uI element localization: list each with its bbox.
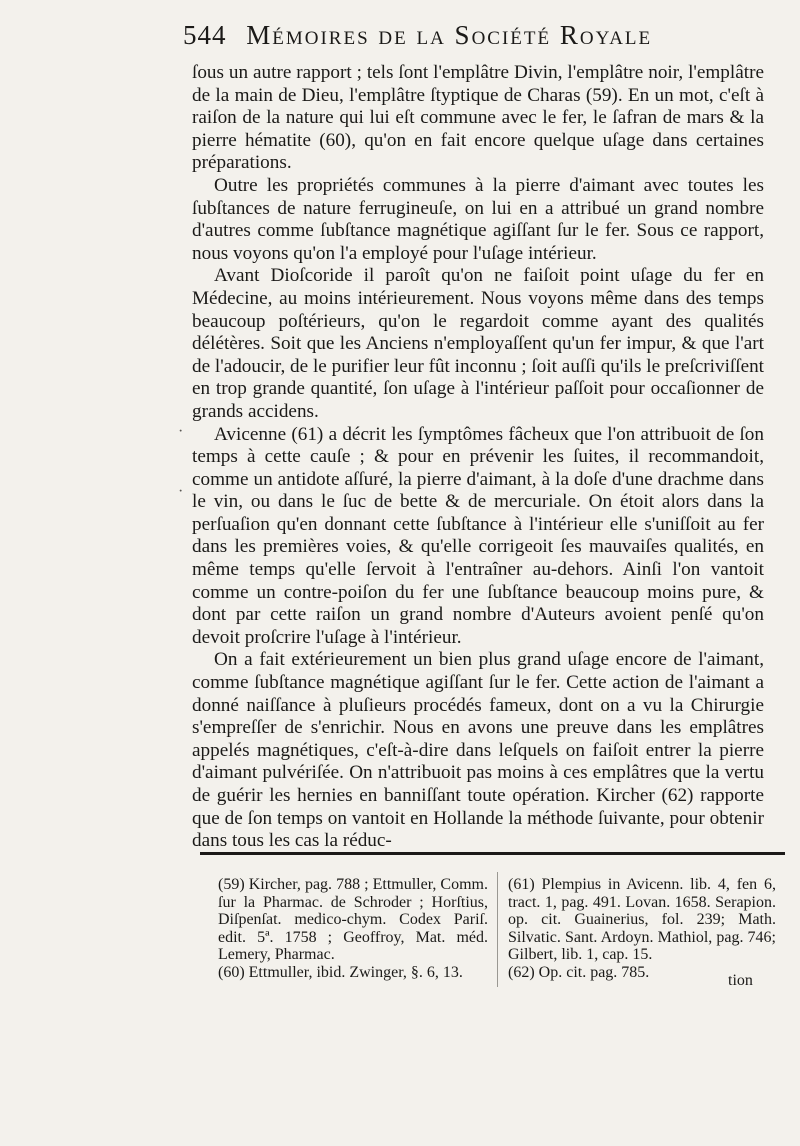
paragraph: ſous un autre rapport ; tels ſont l'emplâtre Divin, l'emplâtre noir, l'emplâtre de la main de Dieu, l'emplâtre ſtyptique de Charas (59). En un mot, c'eſt à raiſon de la nature qui lui eſt commune avec le fer, le ſafran de mars & la pierre hématite (60), qu'on en fait encore quelque uſage dans certaines préparations. [192,62,764,174]
body-text [192,62,764,853]
page-number: 544 [183,20,227,50]
paragraph: Avicenne (61) a décrit les ſymptômes fâcheux que l'on attribuoit de ſon temps à cette cauſe ; & pour en prévenir les ſuites, il recommandoit, comme un antidote aſſuré, la pierre d'aimant, à la doſe d'une drachme dans le vin, ou dans le ſuc de bette & de mercuriale. On étoit alors dans la perſuaſion qu'en donnant cette ſubſtance à l'intérieur elle s'uniſſoit au fer dans les premières voies, & qu'elle corrigeoit ſes mauvaiſes qualités, en même temps qu'elle ſervoit à l'entraîner au-dehors. Ainſi l'on vantoit comme un contre-poiſon du fer une ſubſtance beaucoup moins pure, & dont par cette raiſon un grand nombre d'Auteurs avoient penſé qu'on devoit proſcrire l'uſage à l'intérieur. [192,423,764,648]
page-header [183,20,783,51]
footnote: (61) Plempius in Avicenn. lib. 4, fen 6, tract. 1, pag. 491. Lovan. 1658. Serapion. op. cit. Guainerius, fol. 239; Math. Silvatic. Sant. Ardoyn. Mathiol, pag. 746; Gilbert, lib. 1, cap. 15. [508,876,776,964]
footnote: (59) Kircher, pag. 788 ; Ettmuller, Comm. ſur la Pharmac. de Schroder ; Horſtius, Diſpenſat. medico-chym. Codex Pariſ. edit. 5ª. 1758 ; Geoffroy, Mat. méd. Lemery, Pharmac. [218,876,488,964]
footnotes-right-column [508,876,776,982]
catchword: tion [728,972,753,989]
footnote: (60) Ettmuller, ibid. Zwinger, §. 6, 13. [218,963,463,981]
footnote-column-divider [497,872,498,987]
paragraph: Avant Dioſcoride il paroît qu'on ne faiſoit point uſage du fer en Médecine, au moins intérieurement. Nous voyons même dans des temps beaucoup poſtérieurs, qu'on le regardoit comme ayant des qualités délétères. Soit que les Anciens n'employaſſent qu'un fer impur, & que l'art de l'adoucir, de le purifier leur fût inconnu ; ſoit auſſi qu'ils le preſcriviſſent en trop grande quantité, ſon uſage à l'intérieur paſſoit pour occaſionner de grands accidens. [192,265,765,422]
footnote-rule [200,852,785,855]
paragraph: On a fait extérieurement un bien plus grand uſage encore de l'aimant, comme ſubſtance magnétique agiſſant ſur le fer. Cette action de l'aimant a donné naiſſance à pluſieurs procédés fameux, dont on a vu la Chirurgie s'empreſſer de s'enrichir. Nous en avons une preuve dans les emplâtres appelés magnétiques, c'eſt-à-dire dans leſquels on faiſoit entrer la pierre d'aimant pulvériſée. On n'attribuoit pas moins à ces emplâtres que la vertu de guérir les hernies en banniſſant toute opération. Kircher (62) rapporte que de ſon temps on vantoit en Hollande la méthode ſuivante, pour obtenir dans tous les cas la réduc- [192,649,764,852]
footnotes-left-column [218,876,488,982]
margin-mark: · [178,423,184,440]
margin-mark: · [178,483,184,500]
running-title: Mémoires de la Société Royale [246,20,653,50]
paragraph: Outre les propriétés communes à la pierre d'aimant avec toutes les ſubſtances de nature ferrugineuſe, on lui en a attribué un grand nombre d'autres comme ſubſtance magnétique agiſſant ſur le fer. Sous ce rapport, nous voyons qu'on l'a employé pour l'uſage intérieur. [192,174,764,264]
footnote: (62) Op. cit. pag. 785. [508,963,650,981]
